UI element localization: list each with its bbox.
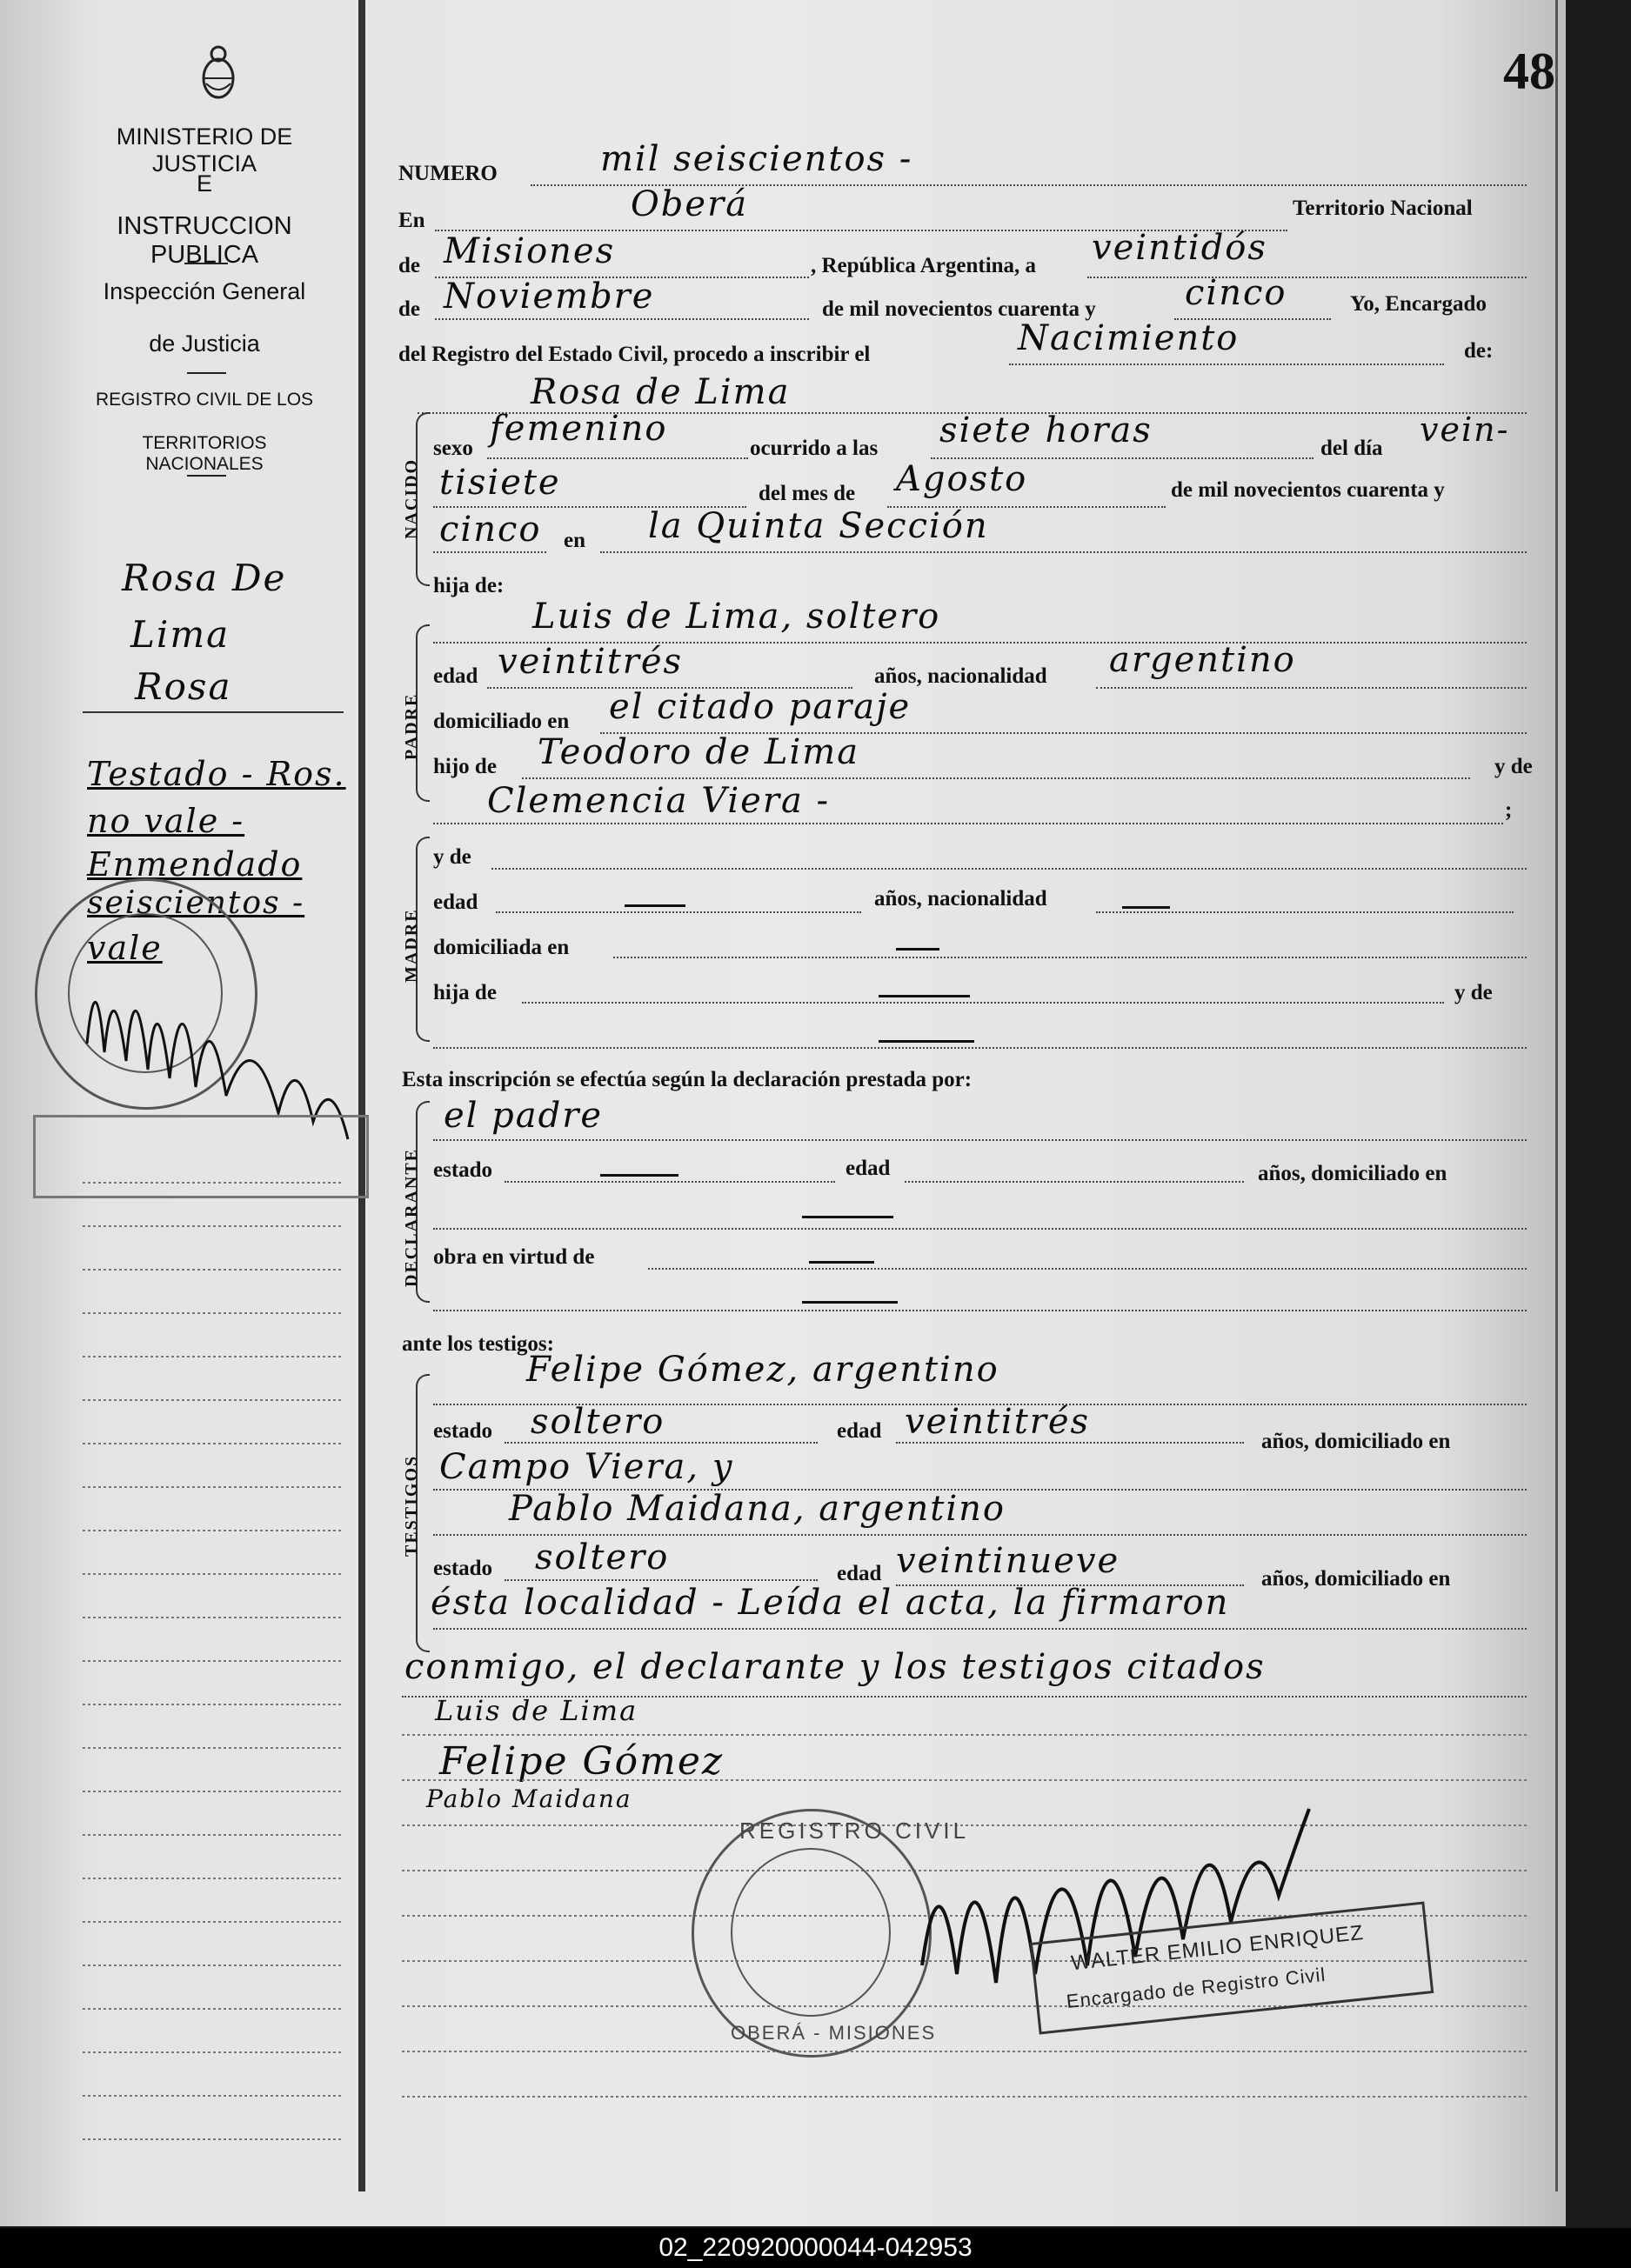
testigo2-estado-label: estado [433,1557,493,1580]
field-line [433,1139,1527,1141]
seal-place-text: OBERÁ - MISIONES [731,2022,937,2044]
field-line [433,823,1503,824]
divider-line [184,263,228,264]
signature-felipe-gomez: Felipe Gómez [439,1739,725,1784]
padre-edad-label: edad [433,664,478,688]
field-line [435,318,809,320]
act-type-value: Nacimiento [1018,318,1240,358]
coat-of-arms-icon [196,42,241,104]
field-line [505,1442,818,1444]
registry-heading-line1: REGISTRO CIVIL DE LOS [95,390,314,410]
field-line [433,1310,1527,1311]
blank-dash [809,1261,874,1264]
declarante-edad-label: edad [846,1157,891,1180]
padre-anios-label: años, nacionalidad [874,664,1047,688]
padre-y-de-label: y de [1494,755,1533,778]
signature-luis-de-lima: Luis de Lima [435,1694,638,1727]
footer-caption: 02_220920000044-042953 [0,2228,1631,2268]
madre-hija-de-label: hija de [433,981,497,1004]
blank-dash [802,1301,898,1304]
testigo1-estado-label: estado [433,1419,493,1443]
day-value: veintidós [1092,228,1267,268]
field-line [505,1181,835,1183]
territorio-label: Territorio Nacional [1293,197,1473,220]
del-dia-label: del día [1320,437,1383,460]
blank-dash [625,904,685,907]
madre-edad-label: edad [433,891,478,914]
padre-end-mark: ; [1505,798,1513,822]
inspection-heading-line2: de Justicia [149,330,260,357]
nacido-side-label: NACIDO [402,457,421,539]
sexo-value: femenino [490,409,668,449]
margin-rule [83,711,344,713]
registro-label: del Registro del Estado Civil, procedo a inscribir el [398,343,871,366]
madre-side-label: MADRE [402,908,421,983]
declarante-value: el padre [444,1096,604,1136]
province-value: Misiones [444,231,616,271]
padre-hijo-de-label: hijo de [433,755,497,778]
year-value: cinco [1185,273,1287,313]
ocurrido-label: ocurrido a las [750,437,879,460]
blank-dash [600,1174,678,1177]
padre-padre-value: Teodoro de Lima [538,732,860,772]
margin-ruled-lines [83,1174,344,2174]
testigo2-edad-label: edad [837,1562,882,1585]
dia-value-part2: tisiete [439,463,561,503]
blank-dash [802,1216,893,1218]
mes-value: Agosto [896,459,1028,499]
testigo1-estado-value: soltero [531,1402,665,1442]
child-name-value: Rosa de Lima [531,372,791,412]
registry-seal-inner-ring [731,1848,891,2017]
padre-edad-value: veintitrés [498,642,684,682]
margin-note-name-line2: Lima [130,613,231,656]
margin-note-name-line3: Rosa [135,665,232,708]
field-line [487,457,748,459]
field-line [433,1228,1527,1230]
field-line [1096,911,1514,913]
field-line [600,551,1527,553]
margin-divider [358,0,365,2191]
testigo2-estado-value: soltero [535,1538,670,1578]
field-line [433,551,546,553]
margin-note-name-line1: Rosa De [122,557,287,599]
margin-note-amend-line5: vale [87,929,163,967]
field-line [905,1181,1244,1183]
field-line [433,1628,1527,1630]
testigo1-domicilio-value: Campo Viera, y [439,1447,734,1487]
testigo1-edad-label: edad [837,1419,882,1443]
ministry-heading-line3: INSTRUCCION PUBLICA [117,212,292,269]
blank-dash [879,1040,974,1043]
hora-value: siete horas [939,410,1153,450]
padre-domiciliado-label: domiciliado en [433,710,570,733]
margin-note-amend-line2: no vale - [87,802,245,840]
madre-domiciliada-label: domiciliada en [433,936,570,959]
field-line [1096,687,1527,689]
de2-label: de [398,297,420,321]
seal-text: REGISTRO CIVIL [739,1818,970,1844]
field-line [1009,364,1444,365]
anio-label: de mil novecientos cuarenta y [1171,478,1445,502]
madre-y-de2-label: y de [1454,981,1493,1004]
field-line [1087,277,1527,278]
year-label: de mil novecientos cuarenta y [822,297,1096,321]
page-edge [1555,0,1558,2191]
dia-value-part1: vein- [1420,410,1510,449]
sexo-label: sexo [433,437,473,460]
declarante-anios-label: años, domiciliado en [1258,1162,1447,1185]
field-line [496,911,861,913]
republica-label: , República Argentina, a [811,254,1037,277]
declarante-estado-label: estado [433,1158,493,1182]
en-label: En [398,209,425,232]
testigo2-value: Pablo Maidana, argentino [509,1489,1006,1529]
page-number: 48 [1503,43,1555,100]
divider-line [187,372,226,374]
testigo1-edad-value: veintitrés [905,1402,1091,1442]
numero-value: mil seiscientos - [600,139,913,179]
hija-label: hija de: [433,574,505,597]
field-line [522,1002,1444,1004]
month-value: Noviembre [444,277,655,317]
inspection-heading-line1: Inspección General [103,278,306,304]
de-label: de [398,254,420,277]
margin-note-amend-line1: Testado - Ros. [87,755,346,793]
testigo1-anios-label: años, domiciliado en [1261,1430,1451,1453]
closing-line1: ésta localidad - Leída el acta, la firmaron [431,1583,1230,1623]
blank-dash [879,995,970,997]
testigo2-edad-value: veintinueve [896,1541,1120,1581]
signature-pablo-maidana: Pablo Maidana [426,1784,632,1813]
yo-label: Yo, Encargado [1350,292,1487,316]
officer-title: Encargado de Registro Civil [1065,1963,1327,2013]
numero-label: NUMERO [398,162,498,185]
divider-line [187,475,226,477]
officer-name: WALTER EMILIO ENRIQUEZ [1070,1921,1366,1976]
declarante-intro: Esta inscripción se efectúa según la declaración prestada por: [402,1068,973,1091]
blank-dash [896,948,939,951]
declarante-obra-label: obra en virtud de [433,1245,595,1269]
field-line [433,1047,1527,1049]
padre-nombre-value: Luis de Lima, soltero [532,597,941,637]
en-value: Oberá [631,184,749,224]
madre-anios-label: años, nacionalidad [874,887,1047,911]
en-lugar-label: en [564,529,585,552]
blank-dash [1122,906,1170,909]
padre-nacionalidad-value: argentino [1109,640,1296,680]
ministry-heading-line1: MINISTERIO DE JUSTICIA [116,123,293,177]
testigo2-anios-label: años, domiciliado en [1261,1567,1451,1591]
margin-note-amend-line4: seiscientos - [87,885,305,921]
testigo1-value: Felipe Gómez, argentino [526,1350,999,1390]
field-line [896,1442,1244,1444]
de3-label: de: [1464,339,1494,363]
field-line [433,1534,1527,1536]
testigos-intro: ante los testigos: [402,1332,554,1356]
madre-y-de-label: y de [433,845,471,869]
declarante-side-label: DECLARANTE [402,1147,421,1287]
field-line [613,957,1527,958]
del-mes-label: del mes de [759,482,856,505]
margin-note-amend-line3: Enmendado [87,845,303,884]
registry-heading-line2: TERRITORIOS NACIONALES [142,433,267,474]
field-line [491,868,1527,870]
lugar-value: la Quinta Sección [648,506,989,546]
field-line [505,1579,818,1581]
padre-side-label: PADRE [402,692,421,760]
padre-madre-value: Clemencia Viera - [487,781,831,821]
padre-domicilio-value: el citado paraje [609,687,912,727]
field-line [648,1268,1527,1270]
closing-line2: conmigo, el declarante y los testigos citados [404,1647,1266,1687]
testigos-side-label: TESTIGOS [402,1454,421,1557]
field-line [522,777,1470,779]
ministry-heading-line2: E [196,170,212,197]
anio-value: cinco [439,510,542,550]
